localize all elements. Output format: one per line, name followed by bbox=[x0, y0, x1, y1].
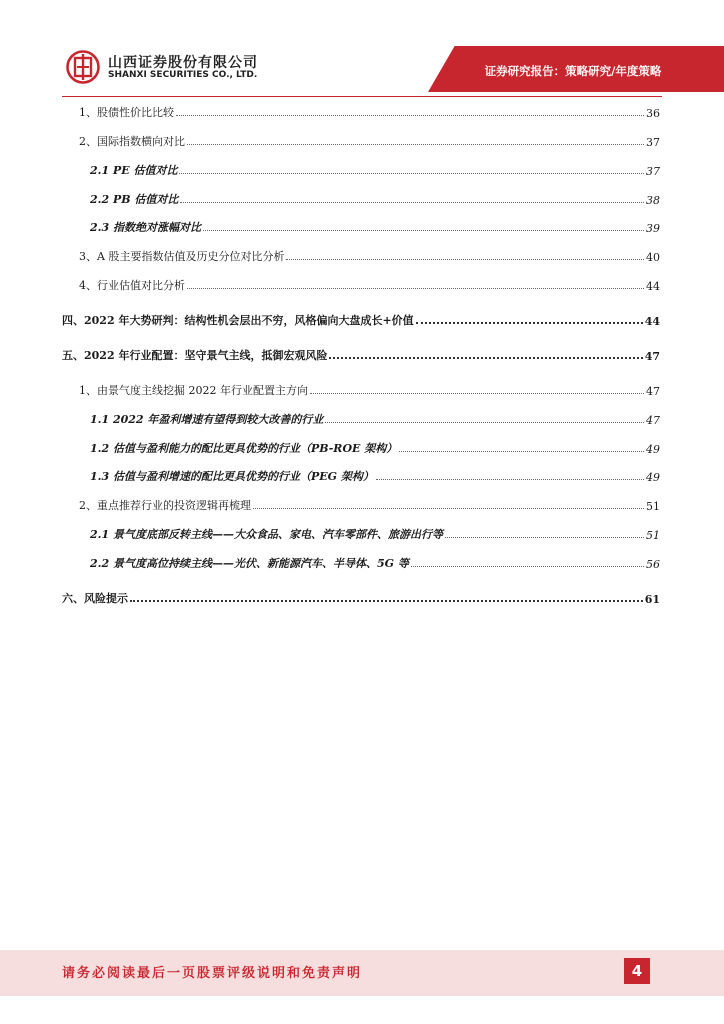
footer-disclaimer: 请务必阅读最后一页股票评级说明和免责声明 bbox=[62, 966, 363, 981]
toc-entry-title: 4、行业估值对比分析 bbox=[79, 279, 185, 292]
toc-entry-title: 1.1 2022 年盈利增速有望得到较大改善的行业 bbox=[90, 413, 324, 426]
toc-entry[interactable] bbox=[62, 131, 660, 149]
toc-leader bbox=[203, 229, 644, 231]
toc-entry-title: 2.1 景气度底部反转主线——大众食品、家电、汽车零部件、旅游出行等 bbox=[90, 528, 443, 541]
shanxi-securities-logo-icon bbox=[66, 50, 100, 84]
toc-entry-page: 37 bbox=[646, 136, 660, 149]
toc-entry[interactable] bbox=[62, 524, 660, 542]
toc-entry-title: 2.1 PE 估值对比 bbox=[90, 164, 178, 177]
toc-leader bbox=[399, 450, 644, 452]
toc-leader bbox=[376, 478, 644, 480]
toc-leader bbox=[310, 392, 644, 394]
toc-entry[interactable] bbox=[62, 466, 660, 484]
toc-entry-page: 47 bbox=[646, 385, 660, 398]
toc-entry[interactable] bbox=[62, 102, 660, 120]
report-type-label: 证券研究报告：策略研究/年度策略 bbox=[484, 64, 662, 78]
toc-entry[interactable] bbox=[62, 438, 660, 456]
toc-entry-page: 38 bbox=[646, 194, 660, 207]
toc-entry-title: 2、重点推荐行业的投资逻辑再梳理 bbox=[79, 499, 251, 512]
header-divider bbox=[62, 96, 662, 97]
toc-leader bbox=[416, 321, 643, 324]
toc-leader bbox=[187, 287, 644, 289]
toc-leader bbox=[179, 172, 644, 174]
toc-leader bbox=[411, 565, 644, 567]
toc-entry-page: 49 bbox=[646, 471, 660, 484]
toc-leader bbox=[286, 258, 644, 260]
page-header bbox=[0, 0, 724, 100]
toc-entry-page: 56 bbox=[646, 558, 660, 571]
toc-entry[interactable] bbox=[62, 310, 660, 328]
toc-entry-title: 2.3 指数绝对涨幅对比 bbox=[90, 221, 201, 234]
toc-entry-title: 1、由景气度主线挖掘 2022 年行业配置主方向 bbox=[79, 384, 308, 397]
company-name-cn: 山西证券股份有限公司 bbox=[108, 55, 258, 71]
toc-entry-page: 37 bbox=[646, 165, 660, 178]
toc-entry[interactable] bbox=[62, 217, 660, 235]
toc-entry-page: 44 bbox=[644, 315, 660, 328]
toc-entry-title: 六、风险提示 bbox=[62, 592, 128, 605]
toc-leader bbox=[325, 421, 644, 423]
toc-entry[interactable] bbox=[62, 380, 660, 398]
toc-entry[interactable] bbox=[62, 409, 660, 427]
toc-entry-page: 51 bbox=[646, 529, 660, 542]
toc-leader bbox=[130, 599, 643, 602]
toc-entry-page: 61 bbox=[644, 593, 660, 606]
company-name-en: SHANXI SECURITIES CO., LTD. bbox=[108, 70, 258, 80]
toc-leader bbox=[253, 507, 644, 509]
toc-entry-page: 39 bbox=[646, 222, 660, 235]
toc-leader bbox=[445, 536, 644, 538]
toc-entry[interactable] bbox=[62, 246, 660, 264]
toc-entry[interactable] bbox=[62, 553, 660, 571]
toc-entry[interactable] bbox=[62, 495, 660, 513]
toc-entry-page: 51 bbox=[646, 500, 660, 513]
toc-entry-title: 五、2022 年行业配置：坚守景气主线，抵御宏观风险 bbox=[62, 349, 328, 362]
toc-entry-title: 2.2 PB 估值对比 bbox=[90, 193, 179, 206]
toc-entry[interactable] bbox=[62, 189, 660, 207]
toc-entry[interactable] bbox=[62, 588, 660, 606]
toc-entry-page: 49 bbox=[646, 443, 660, 456]
toc-entry[interactable] bbox=[62, 275, 660, 293]
toc-leader bbox=[176, 114, 644, 116]
toc-leader bbox=[180, 201, 644, 203]
toc-leader bbox=[329, 356, 642, 359]
toc-entry-title: 1.3 估值与盈利增速的配比更具优势的行业（PEG 架构） bbox=[90, 470, 374, 483]
toc-entry-title: 1.2 估值与盈利能力的配比更具优势的行业（PB-ROE 架构） bbox=[90, 442, 398, 455]
toc-entry-page: 47 bbox=[644, 350, 660, 363]
toc-entry-title: 2、国际指数横向对比 bbox=[79, 135, 185, 148]
page-number: 4 bbox=[624, 958, 650, 984]
toc-entry[interactable] bbox=[62, 160, 660, 178]
toc-entry-title: 2.2 景气度高位持续主线——光伏、新能源汽车、半导体、5G 等 bbox=[90, 557, 409, 570]
toc-entry-page: 36 bbox=[646, 107, 660, 120]
toc-entry-page: 44 bbox=[646, 280, 660, 293]
toc-entry[interactable] bbox=[62, 345, 660, 363]
toc-entry-title: 3、A 股主要指数估值及历史分位对比分析 bbox=[79, 250, 285, 263]
toc-entry-title: 四、2022 年大势研判：结构性机会层出不穷，风格偏向大盘成长+价值 bbox=[62, 314, 414, 327]
toc-leader bbox=[187, 143, 644, 145]
toc-entry-page: 47 bbox=[646, 414, 660, 427]
toc-entry-title: 1、股债性价比比较 bbox=[79, 106, 174, 119]
toc-entry-page: 40 bbox=[646, 251, 660, 264]
